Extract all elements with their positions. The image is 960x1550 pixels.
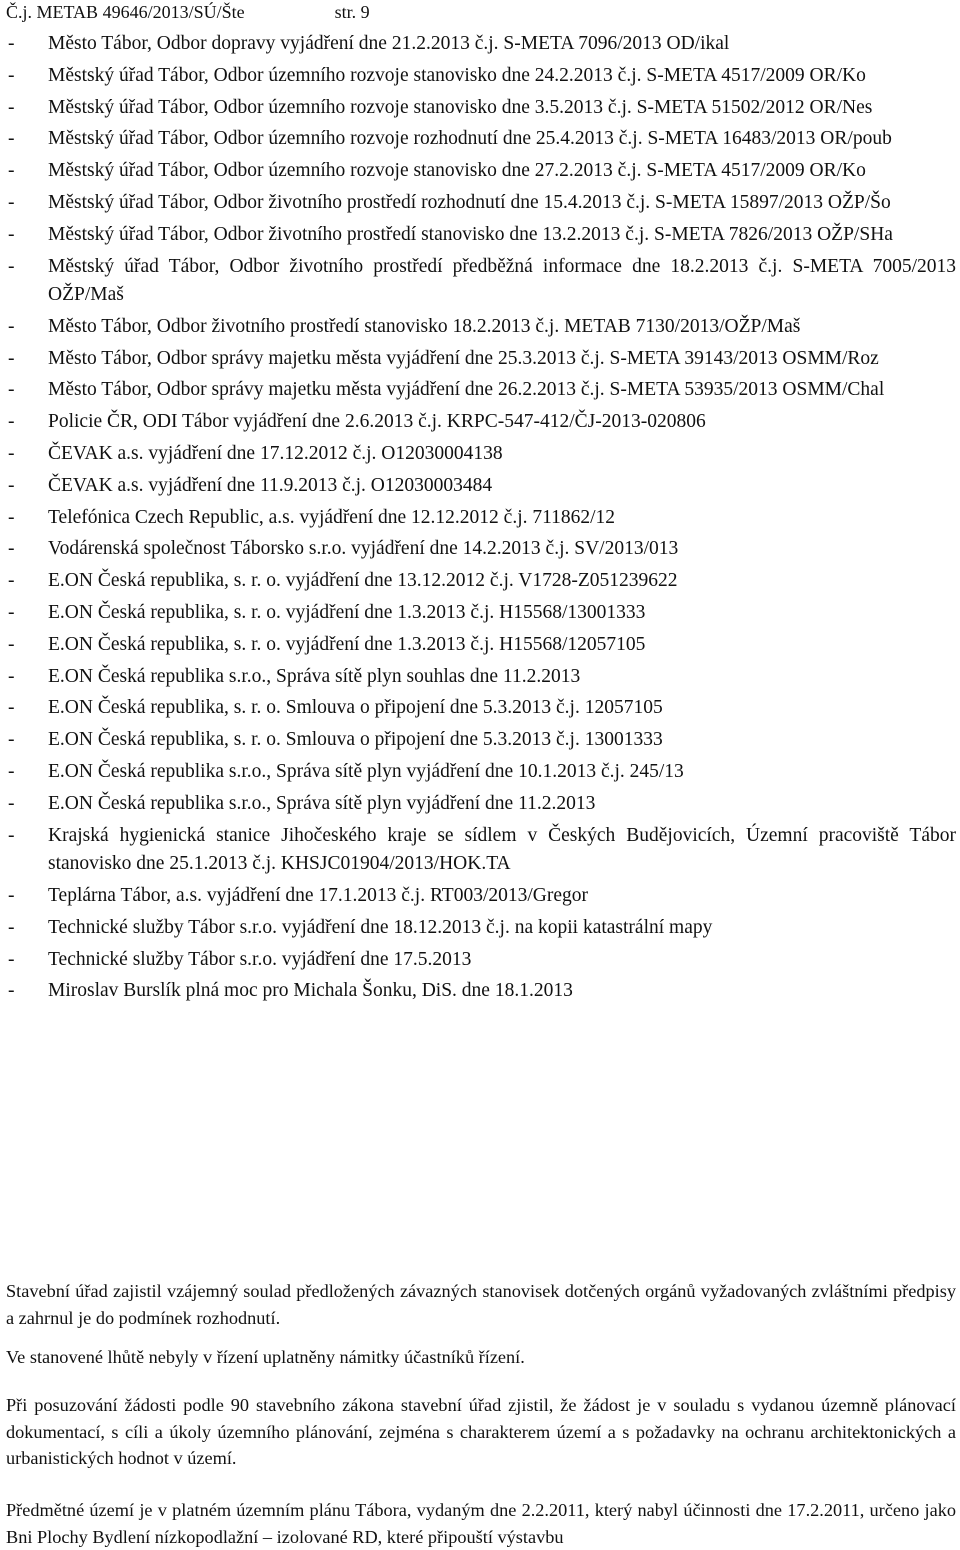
list-bullet: - [8,506,15,528]
list-bullet: - [8,474,15,496]
list-item [8,758,956,787]
document-reference: Č.j. METAB 49646/2013/SÚ/Šte [6,2,245,22]
list-item-text: Technické služby Tábor s.r.o. vyjádření dne 17.5.2013 [48,948,472,970]
list-bullet: - [8,64,15,86]
paragraph-no-objections: Ve stanovené lhůtě nebyly v řízení uplatněny námitky účastníků řízení. [6,1347,525,1367]
list-item-text: Město Tábor, Odbor životního prostředí stanovisko 18.2.2013 č.j. METAB 7130/2013/OŽP/Maš [48,315,801,337]
list-bullet: - [8,761,15,783]
list-bullet: - [8,315,15,337]
list-item [8,376,956,405]
list-bullet: - [8,570,15,592]
list-item [8,535,956,564]
list-item [8,253,956,310]
list-bullet: - [8,697,15,719]
list-bullet: - [8,948,15,970]
list-bullet: - [8,884,15,906]
list-bullet: - [8,633,15,655]
list-item [8,914,956,943]
list-bullet: - [8,411,15,433]
list-bullet: - [8,729,15,751]
list-item-text: E.ON Česká republika, s. r. o. vyjádření dne 1.3.2013 č.j. H15568/12057105 [48,633,646,655]
list-item-text: Technické služby Tábor s.r.o. vyjádření dne 18.12.2013 č.j. na kopii katastrální mapy [48,916,713,938]
list-item [8,822,956,879]
list-item [8,599,956,628]
list-item [8,790,956,819]
list-item-text: Vodárenská společnost Táborsko s.r.o. vyjádření dne 14.2.2013 č.j. SV/2013/013 [48,538,679,560]
list-item-text: E.ON Česká republika, s. r. o. Smlouva o připojení dne 5.3.2013 č.j. 13001333 [48,729,663,751]
paragraph-assessment: Při posuzování žádosti podle 90 stavebního zákona stavební úřad zjistil, že žádost je v souladu s vydanou územně plánovací dokumentací, s cíli a úkoly územního plánování, zejména s charakterem území a s požadavky na ochranu architektonických a urbanistických hodnot v území. [6,1395,956,1468]
list-bullet: - [8,602,15,624]
list-item [8,726,956,755]
list-bullet: - [8,916,15,938]
list-bullet: - [8,443,15,465]
list-item-text: E.ON Česká republika, s. r. o. vyjádření dne 1.3.2013 č.j. H15568/13001333 [48,602,646,624]
list-item-text: Městský úřad Tábor, Odbor životního prostředí rozhodnutí dne 15.4.2013 č.j. S-META 15897/2013 OŽP/Šo [48,191,891,213]
list-item [8,125,956,154]
list-bullet: - [8,128,15,150]
list-item [8,946,956,975]
list-item-text: Městský úřad Tábor, Odbor územního rozvoje rozhodnutí dne 25.4.2013 č.j. S-META 16483/2013 OR/poub [48,128,892,150]
list-bullet: - [8,223,15,245]
documents-list [8,30,956,1009]
list-item-text: ČEVAK a.s. vyjádření dne 11.9.2013 č.j. O12030003484 [48,474,493,496]
list-item [8,440,956,469]
list-item [8,157,956,186]
list-item-text: Miroslav Burslík plná moc pro Michala Šonku, DiS. dne 18.1.2013 [48,980,573,1002]
list-item [8,30,956,59]
list-item-text: E.ON Česká republika s.r.o., Správa sítě plyn vyjádření dne 11.2.2013 [48,792,596,814]
list-item-text: Město Tábor, Odbor správy majetku města vyjádření dne 26.2.2013 č.j. S-META 53935/2013 OSMM/Chal [48,379,885,401]
paragraph-zoning-plan: Předmětné území je v platném územním plánu Tábora, vydaným dne 2.2.2011, který nabyl účinnosti dne 17.2.2011, určeno jako Bni Plochy Bydlení nízkopodlažní – izolované RD, které připouští výstavbu [6,1500,956,1547]
list-item [8,504,956,533]
page-number: str. 9 [334,2,370,22]
list-item [8,631,956,660]
paragraph-binding-opinions: Stavební úřad zajistil vzájemný soulad předložených závazných stanovisek dotčených orgánů vyžadovaných zvláštními předpisy a zahrnul je do podmínek rozhodnutí. [6,1281,956,1328]
list-bullet: - [8,665,15,687]
list-item-text: Město Tábor, Odbor správy majetku města vyjádření dne 25.3.2013 č.j. S-META 39143/2013 OSMM/Roz [48,347,879,369]
list-item-text: E.ON Česká republika s.r.o., Správa sítě plyn souhlas dne 11.2.2013 [48,665,581,687]
list-item [8,882,956,911]
list-item [8,189,956,218]
list-item [8,663,956,692]
list-bullet: - [8,255,15,277]
list-item-text: Městský úřad Tábor, Odbor územního rozvoje stanovisko dne 24.2.2013 č.j. S-META 4517/2009 OR/Ko [48,64,866,86]
list-bullet: - [8,347,15,369]
list-item-text: Městský úřad Tábor, Odbor územního rozvoje stanovisko dne 3.5.2013 č.j. S-META 51502/2012 OR/Nes [48,96,873,118]
list-bullet: - [8,980,15,1002]
list-bullet: - [8,379,15,401]
list-item-text: ČEVAK a.s. vyjádření dne 17.12.2012 č.j. O12030004138 [48,443,503,465]
list-bullet: - [8,191,15,213]
list-bullet: - [8,538,15,560]
list-item [8,345,956,374]
list-item-text: Město Tábor, Odbor dopravy vyjádření dne 21.2.2013 č.j. S-META 7096/2013 OD/ikal [48,33,730,54]
list-item [8,94,956,123]
list-item-text: E.ON Česká republika, s. r. o. vyjádření dne 13.12.2012 č.j. V1728-Z051239622 [48,570,678,592]
list-item-text: Městský úřad Tábor, Odbor životního prostředí stanovisko dne 13.2.2013 č.j. S-META 7826/2013 OŽP/SHa [48,223,893,245]
list-bullet: - [8,824,15,846]
list-item-text: Městský úřad Tábor, Odbor územního rozvoje stanovisko dne 27.2.2013 č.j. S-META 4517/2009 OR/Ko [48,160,866,182]
list-item-text: Krajská hygienická stanice Jihočeského kraje se sídlem v Českých Budějovicích, Územní pracoviště Tábor stanovisko dne 25.1.2013 č.j. KHSJC01904/2013/HOK.TA [48,824,956,875]
list-bullet: - [8,160,15,182]
list-item [8,408,956,437]
list-item-text: Městský úřad Tábor, Odbor životního prostředí předběžná informace dne 18.2.2013 č.j. S-META 7005/2013 OŽP/Maš [48,255,956,306]
list-item [8,977,956,1006]
list-item [8,313,956,342]
list-item [8,694,956,723]
list-bullet: - [8,96,15,118]
list-bullet: - [8,33,15,54]
list-item [8,62,956,91]
list-item-text: Policie ČR, ODI Tábor vyjádření dne 2.6.2013 č.j. KRPC-547-412/ČJ-2013-020806 [48,411,706,433]
list-item [8,472,956,501]
list-item-text: E.ON Česká republika, s. r. o. Smlouva o připojení dne 5.3.2013 č.j. 12057105 [48,697,663,719]
page-header [6,1,370,23]
list-item-text: Teplárna Tábor, a.s. vyjádření dne 17.1.2013 č.j. RT003/2013/Gregor [48,884,589,906]
list-bullet: - [8,792,15,814]
list-item-text: E.ON Česká republika s.r.o., Správa sítě plyn vyjádření dne 10.1.2013 č.j. 245/13 [48,761,684,783]
list-item [8,567,956,596]
list-item [8,221,956,250]
list-item-text: Telefónica Czech Republic, a.s. vyjádření dne 12.12.2012 č.j. 711862/12 [48,506,616,528]
